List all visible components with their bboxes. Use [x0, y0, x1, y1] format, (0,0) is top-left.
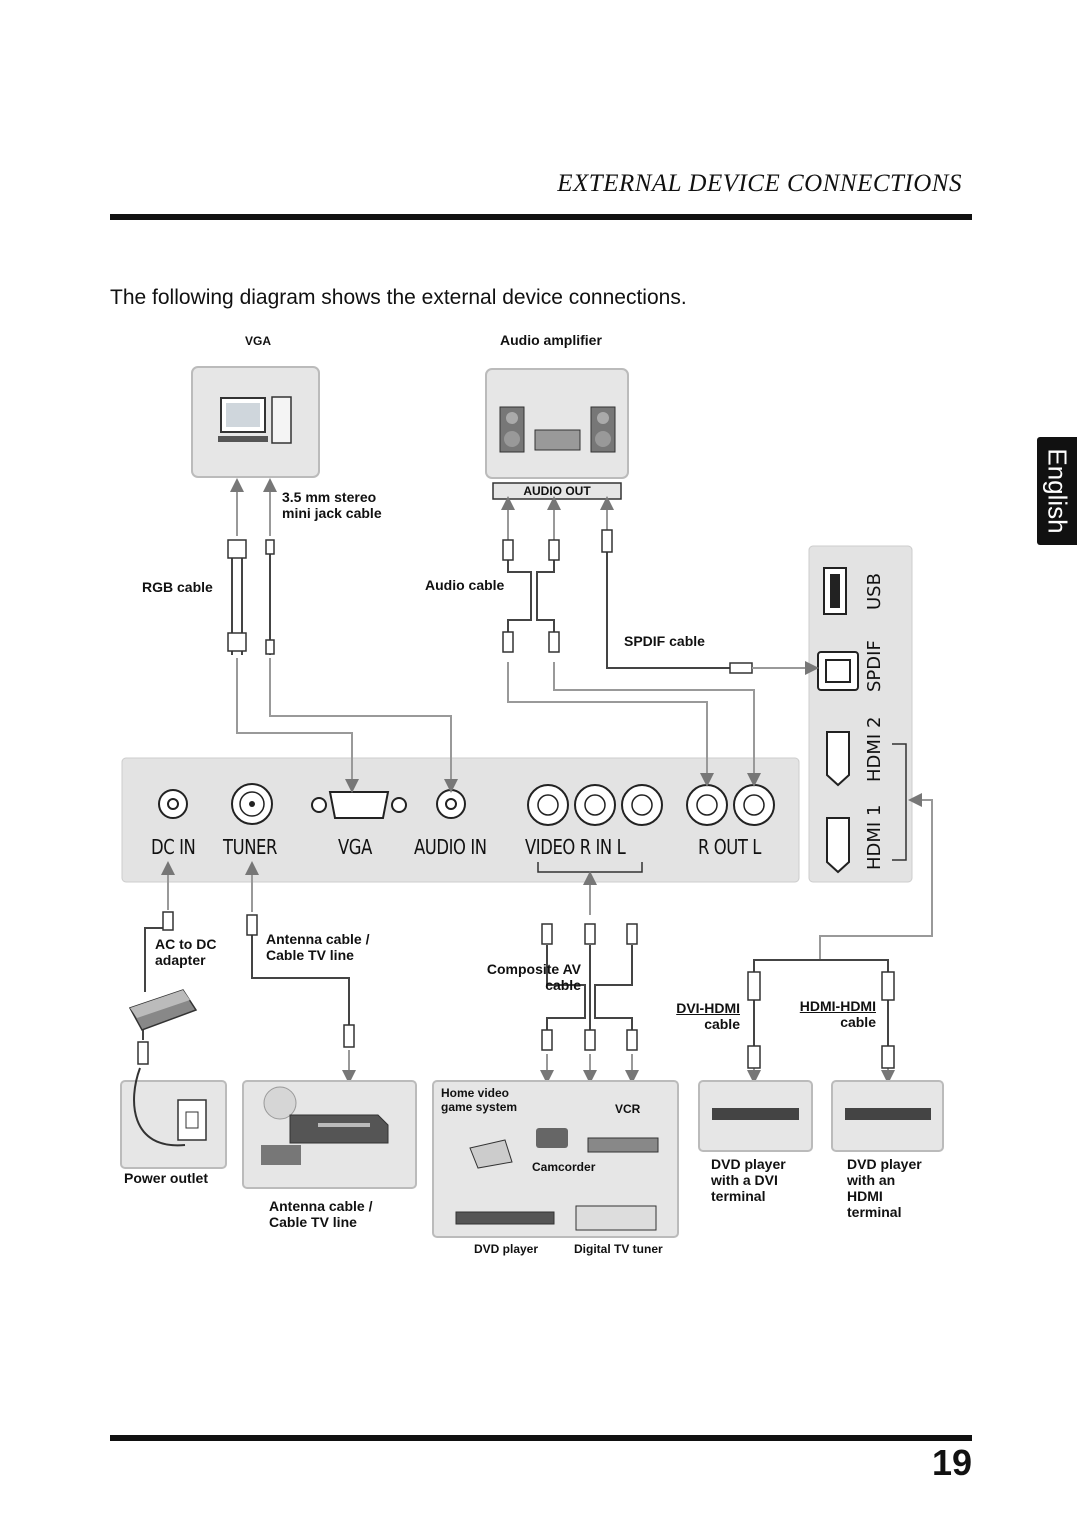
ac-dc-adapter-label: AC to DC adapter — [155, 936, 217, 968]
dvi-hdmi-cable-label — [668, 1000, 740, 1032]
hdmi-hdmi-cable-label — [790, 998, 876, 1030]
panel-label-hdmi1: HDMI 1 — [864, 804, 885, 870]
panel-label-spdif: SPDIF — [864, 640, 885, 692]
dvd-hdmi-label: DVD player with an HDMI terminal — [847, 1156, 922, 1220]
dvd-player-label: DVD player — [474, 1242, 539, 1256]
audio-in-jack — [437, 790, 465, 818]
panel-label-audio-in: AUDIO IN — [414, 835, 487, 859]
audio-amp-title: Audio amplifier — [500, 332, 602, 348]
tuner-jack — [232, 784, 272, 824]
hdmi-hdmi-name: HDMI-HDMI — [799, 998, 876, 1014]
ac-adapter-icon — [130, 990, 196, 1030]
section-title: EXTERNAL DEVICE CONNECTIONS — [557, 170, 962, 197]
digital-tv-tuner-label: Digital TV tuner — [574, 1242, 663, 1256]
footer-rule — [110, 1435, 972, 1441]
hdmi1-port — [827, 818, 849, 872]
vcr-label: VCR — [615, 1102, 641, 1116]
language-tab-label: English — [1042, 448, 1073, 534]
page-number: 19 — [931, 1442, 972, 1483]
power-outlet-label: Power outlet — [124, 1170, 209, 1186]
panel-label-hdmi2: HDMI 2 — [864, 716, 885, 782]
dvd-hdmi-icon — [845, 1108, 931, 1120]
video-in-jacks — [528, 785, 662, 825]
composite-cable-label: Composite AV cable — [486, 961, 581, 993]
dvd-dvi-icon — [712, 1108, 799, 1120]
vga-device-title: VGA — [245, 334, 272, 348]
panel-label-video-in: VIDEO R IN L — [525, 835, 626, 859]
hdmi2-port — [827, 732, 849, 785]
dc-in-jack — [159, 790, 187, 818]
panel-label-dc-in: DC IN — [151, 835, 196, 859]
intro-text: The following diagram shows the external device connections. — [110, 286, 687, 309]
panel-label-vga: VGA — [338, 835, 372, 859]
hdmi-hdmi-suffix: cable — [840, 1014, 876, 1030]
spdif-cable-label: SPDIF cable — [624, 633, 705, 649]
panel-label-tuner: TUNER — [223, 835, 278, 859]
audio-cable-label: Audio cable — [425, 577, 505, 593]
mini-jack-cable-label: 3.5 mm stereo mini jack cable — [282, 489, 382, 521]
panel-label-out: R OUT L — [698, 835, 762, 859]
dvi-hdmi-suffix: cable — [704, 1016, 740, 1032]
dvi-hdmi-name: DVI-HDMI — [676, 1000, 740, 1016]
rgb-cable-label: RGB cable — [142, 579, 213, 595]
power-outlet-box — [121, 1081, 226, 1168]
panel-label-usb: USB — [864, 573, 885, 610]
audio-out-label: AUDIO OUT — [523, 484, 591, 498]
home-video-label: Home video game system — [441, 1086, 518, 1114]
camcorder-label: Camcorder — [532, 1160, 596, 1174]
dvd-dvi-label: DVD player with a DVI terminal — [711, 1156, 786, 1204]
computer-icon — [218, 397, 291, 443]
antenna-device-label: Antenna cable / Cable TV line — [269, 1198, 373, 1230]
antenna-cable-label: Antenna cable / Cable TV line — [266, 931, 370, 963]
